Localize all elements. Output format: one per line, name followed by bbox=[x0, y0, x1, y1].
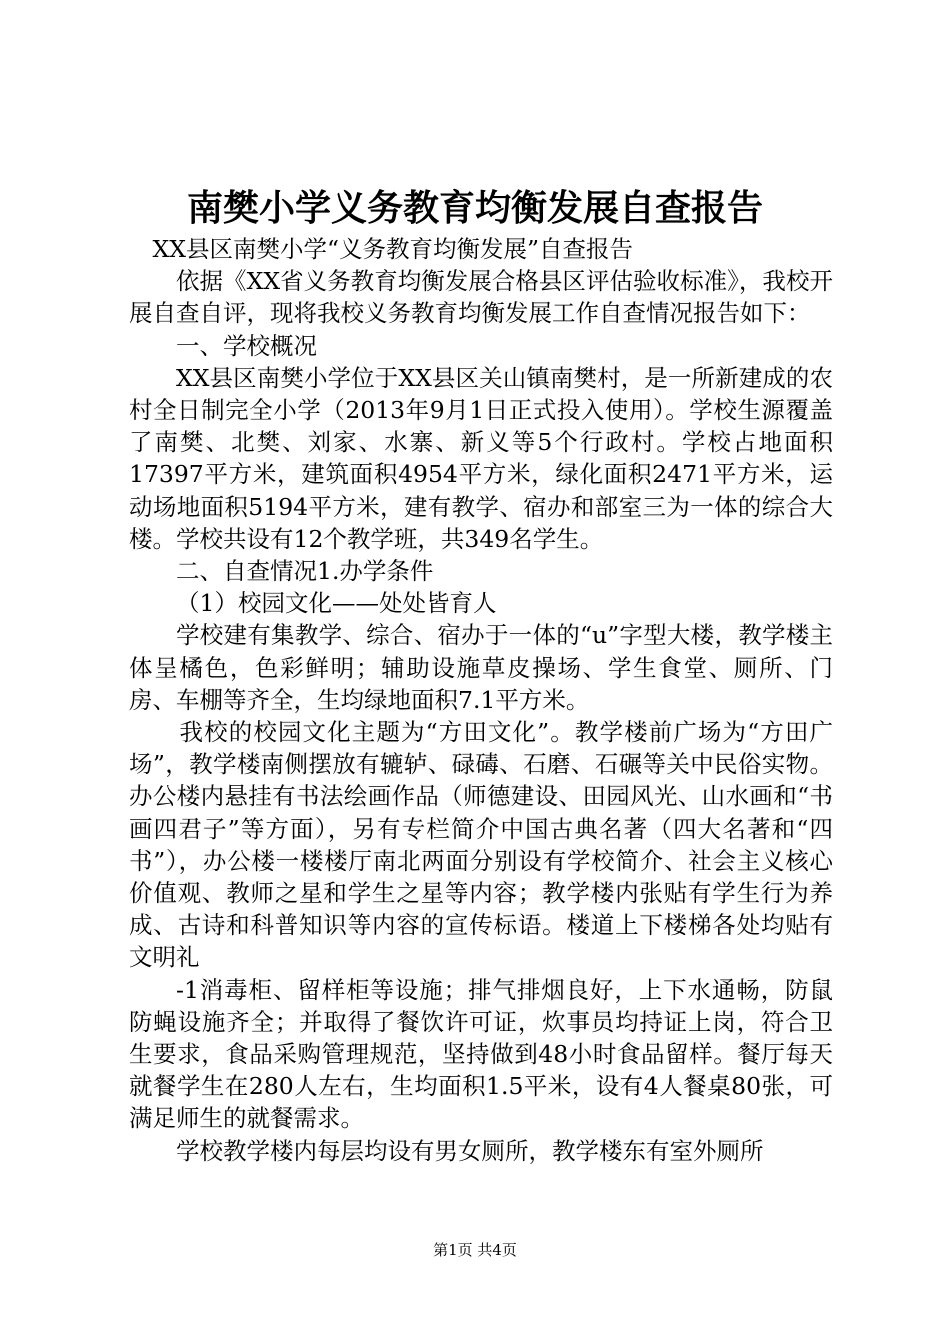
section-heading-overview: 一、学校概况 bbox=[176, 331, 317, 360]
document-title: 南樊小学义务教育均衡发展自查报告 bbox=[186, 187, 763, 229]
document-body bbox=[129, 233, 833, 1167]
section-heading-self-check: 二、自查情况1.办学条件 bbox=[176, 557, 434, 586]
toilet-paragraph: 学校教学楼内每层均设有男女厕所，教学楼东有室外厕所 bbox=[176, 1136, 764, 1165]
overview-paragraph: XX县区南樊小学位于XX县区关山镇南樊村，是一所新建成的农村全日制完全小学（2013年9月1日正式投入使用）。学校生源覆盖了南樊、北樊、刘家、水寨、新义等5个行政村。学校占地面积17397平方米，建筑面积4954平方米，绿化面积2471平方米，运动场地面积5194平方米，建有教学、宿办和部室三为一体的综合大楼。学校共设有12个教学班，共349名学生。 bbox=[129, 363, 833, 553]
subtitle-paragraph: XX县区南樊小学“义务教育均衡发展”自查报告 bbox=[152, 235, 633, 263]
subsection-heading-campus-culture: （1）校园文化——处处皆育人 bbox=[176, 589, 497, 618]
campus-building-paragraph: 学校建有集教学、综合、宿办于一体的“u”字型大楼，教学楼主体呈橘色，色彩鲜明；辅助设施草皮操场、学生食堂、厕所、门房、车棚等齐全，生均绿地面积7.1平方米。 bbox=[129, 621, 833, 714]
intro-paragraph: 依据《XX省义务教育均衡发展合格县区评估验收标准》，我校开展自查自评，现将我校义务教育均衡发展工作自查情况报告如下： bbox=[129, 267, 833, 328]
page-number-footer: 第1页 共4页 bbox=[433, 1241, 517, 1259]
campus-culture-paragraph: 我校的校园文化主题为“方田文化”。教学楼前广场为“方田广场”，教学楼南侧摆放有辘轳、碌碡、石磨、石碾等关中民俗实物。办公楼内悬挂有书法绘画作品（师德建设、田园风光、山水画和“书画四君子”等方面），另有专栏简介中国古典名著（四大名著和“四书”），办公楼一楼楼厅南北两面分别设有学校简介、社会主义核心价值观、教师之星和学生之星等内容；教学楼内张贴有学生行为养成、古诗和科普知识等内容的宣传标语。楼道上下楼梯各处均贴有文明礼 bbox=[129, 718, 833, 972]
canteen-paragraph: -1消毒柜、留样柜等设施；排气排烟良好，上下水通畅，防鼠防蝇设施齐全；并取得了餐饮许可证，炊事员均持证上岗，符合卫生要求，食品采购管理规范，坚持做到48小时食品留样。餐厅每天就餐学生在280人左右，生均面积1.5平米，设有4人餐桌80张，可满足师生的就餐需求。 bbox=[129, 975, 833, 1133]
